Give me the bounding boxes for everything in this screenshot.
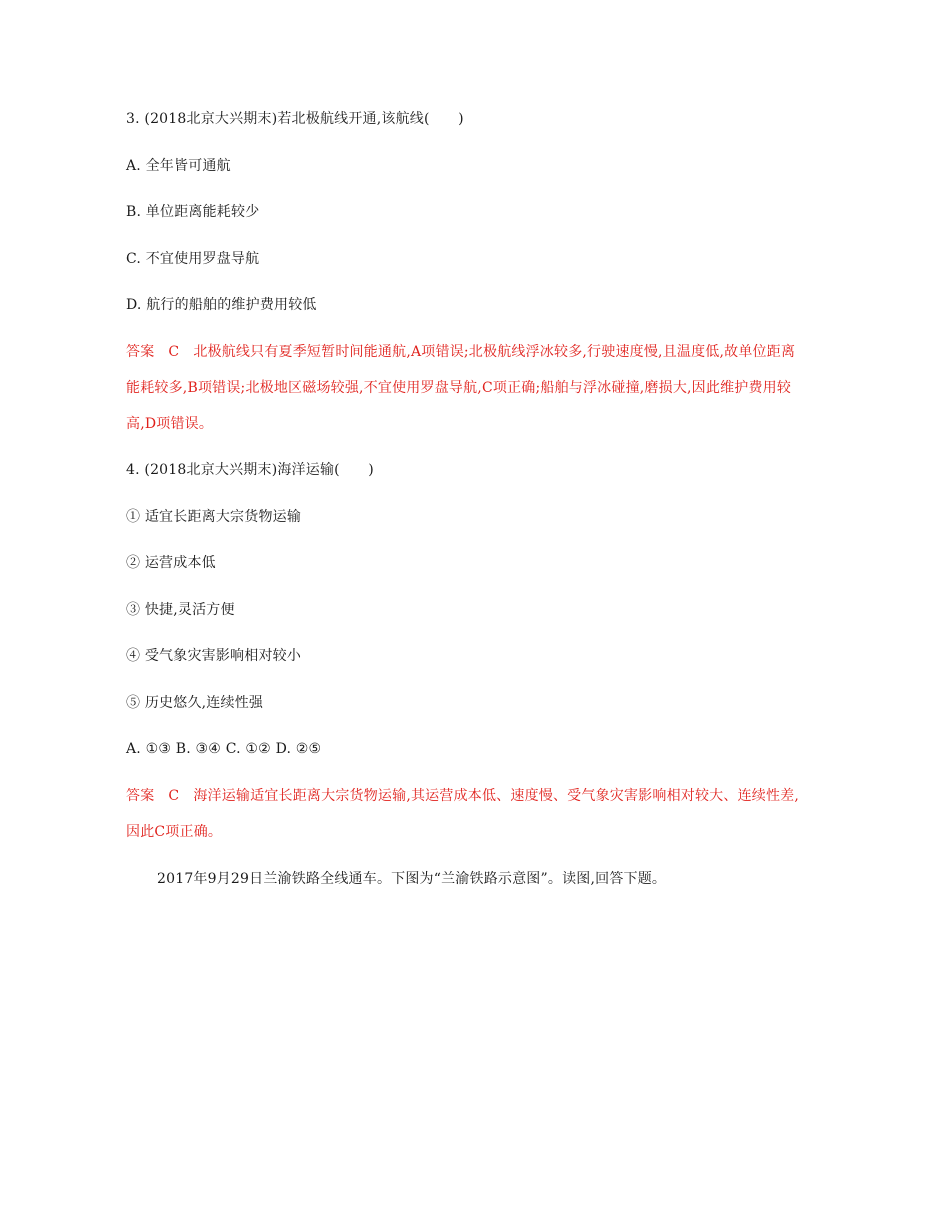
question-3-answer-line-2: 能耗较多,B项错误;北极地区磁场较强,不宜使用罗盘导航,C项正确;船舶与浮冰碰撞,磨损大,因此维护费用较	[126, 380, 792, 396]
answer-letter: C	[168, 344, 180, 360]
question-4-item-1: ① 适宜长距离大宗货物运输	[126, 509, 302, 525]
question-4-item-3: ③ 快捷,灵活方便	[126, 602, 235, 618]
question-3-option-a: A. 全年皆可通航	[126, 158, 231, 174]
question-3-option-c: C. 不宜使用罗盘导航	[126, 251, 260, 267]
question-4-stem: 4. (2018北京大兴期末)海洋运输( )	[126, 462, 374, 478]
question-4-answer-line-1	[126, 786, 799, 806]
question-3-answer-line-3: 高,D项错误。	[126, 416, 214, 432]
answer-label: 答案	[126, 344, 155, 360]
answer-label: 答案	[126, 788, 155, 804]
answer-letter: C	[168, 788, 180, 804]
question-3-answer-line-1	[126, 342, 795, 362]
question-3-option-d: D. 航行的船舶的维护费用较低	[126, 297, 317, 313]
section-intro: 2017年9月29日兰渝铁路全线通车。下图为“兰渝铁路示意图”。读图,回答下题。	[157, 871, 667, 887]
question-4-item-4: ④ 受气象灾害影响相对较小	[126, 648, 302, 664]
question-3-option-b: B. 单位距离能耗较少	[126, 204, 260, 220]
question-4-item-5: ⑤ 历史悠久,连续性强	[126, 695, 264, 711]
question-3-stem: 3. (2018北京大兴期末)若北极航线开通,该航线( )	[126, 111, 464, 127]
question-4-answer-line-2: 因此C项正确。	[126, 824, 223, 840]
question-4-choices: A. ①③ B. ③④ C. ①② D. ②⑤	[126, 741, 322, 757]
question-4-item-2: ② 运营成本低	[126, 555, 216, 571]
answer-explanation: 北极航线只有夏季短暂时间能通航,A项错误;北极航线浮冰较多,行驶速度慢,且温度低,故单位距离	[193, 344, 796, 360]
answer-explanation: 海洋运输适宜长距离大宗货物运输,其运营成本低、速度慢、受气象灾害影响相对较大、连续性差,	[193, 788, 800, 804]
